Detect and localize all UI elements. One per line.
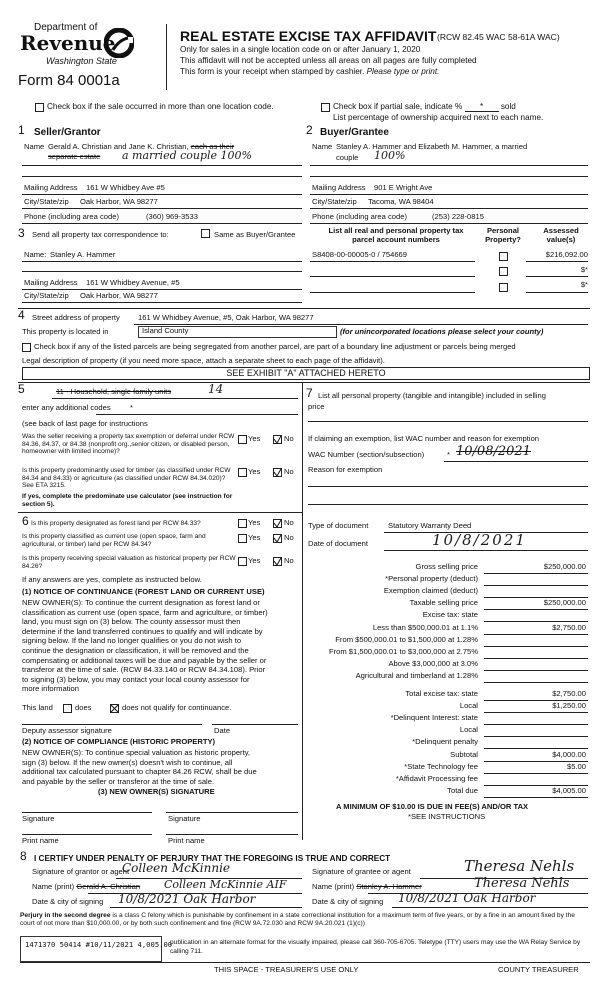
buyer-mailing-label: Mailing Address bbox=[312, 183, 366, 192]
land-does-checkbox[interactable] bbox=[63, 704, 72, 713]
buyer-mailing-line bbox=[310, 194, 588, 195]
additional-codes-label: enter any additional codes bbox=[22, 403, 111, 412]
assessed-col-header: Assessed value(s) bbox=[543, 226, 579, 244]
parcel-row-1-line bbox=[310, 261, 475, 262]
calc-line-9 bbox=[484, 682, 588, 683]
grantee-name-handwritten[interactable]: Theresa Nehls bbox=[474, 876, 570, 891]
calc-label-10: Total excise tax: state bbox=[405, 689, 478, 698]
grantee-signature-label: Signature of grantee or agent bbox=[312, 867, 411, 876]
new-owner-signature-title: (3) NEW OWNER(S) SIGNATURE bbox=[98, 787, 215, 796]
land-qualify-label: This land bbox=[22, 703, 53, 712]
same-as-buyer-checkbox[interactable] bbox=[201, 229, 210, 238]
calc-label-6: From $500,000.01 to $1,500,000 at 1.28% bbox=[335, 634, 478, 644]
treasurer-receipt-stamp: 1471370 50414 #10/11/2021 4,005.00 bbox=[20, 936, 162, 962]
header-divider bbox=[166, 24, 167, 90]
grantee-name-label: Name (print) Stanley A. Hammer bbox=[312, 882, 422, 891]
buyer-city-value[interactable]: Tacoma, WA 98404 bbox=[368, 197, 434, 206]
buyer-phone-line bbox=[310, 223, 588, 224]
q-current-use-no-checkbox[interactable] bbox=[273, 534, 282, 543]
q-historic-no-checkbox[interactable] bbox=[273, 557, 282, 566]
buyer-name-line-2 bbox=[310, 176, 588, 177]
calc-label-2: Exemption claimed (deduct) bbox=[383, 586, 478, 596]
grantor-signature[interactable]: Colleen McKinnie bbox=[122, 861, 231, 875]
calc-label-12: *Delinquent Interest: state bbox=[390, 713, 478, 723]
q-exemption-yes-label: Yes bbox=[248, 434, 261, 443]
correspondence-mailing-label: Mailing Address bbox=[24, 278, 78, 287]
q-historic: Is this property receiving special valuation as historical property per RCW 84.26? bbox=[22, 555, 236, 570]
q-exemption-yes-checkbox[interactable] bbox=[238, 435, 247, 444]
county-select[interactable]: Island County bbox=[138, 326, 337, 338]
personal-col-header: Personal Property? bbox=[485, 226, 521, 244]
q-current-use-no-label: No bbox=[284, 533, 294, 542]
deputy-signature-line bbox=[22, 724, 202, 725]
revenue-logo-icon bbox=[104, 28, 134, 58]
parcel-row-1-value-line bbox=[526, 261, 588, 262]
segregated-checkbox[interactable] bbox=[22, 343, 31, 352]
uninc-note: (for unincorporated locations please select your county) bbox=[340, 327, 544, 336]
q-historic-yes-label: Yes bbox=[248, 556, 261, 565]
correspondence-name-label: Name: bbox=[24, 250, 47, 259]
correspondence-city-label: City/State/zip bbox=[24, 291, 69, 300]
land-does-label: does bbox=[75, 703, 92, 712]
reason-label: Reason for exemption bbox=[308, 465, 383, 474]
calc-label-4: Excise tax: state bbox=[422, 610, 478, 620]
calc-line-7 bbox=[484, 658, 588, 659]
q-exemption: Was the seller receiving a property tax exemption or deferral under RCW 84.36, 84.37, or 84.38 (nonprofit org.,senior citizen, or disabled person, homeowner with limited income)? bbox=[22, 433, 235, 456]
correspondence-city-value[interactable]: Oak Harbor, WA 98277 bbox=[80, 291, 158, 300]
section-7-number: 7 bbox=[306, 386, 313, 400]
street-value[interactable]: 161 W Whidbey Avenue, #5, Oak Harbor, WA 98277 bbox=[138, 313, 314, 322]
calc-line-5 bbox=[484, 634, 588, 635]
buyer-city-line bbox=[310, 208, 588, 209]
legal-label: Legal description of property (if you need more space, attach a separate sheet to each page of the affidavit). bbox=[22, 356, 385, 365]
section-5-top-rule bbox=[18, 382, 590, 383]
seller-city-label: City/State/zip bbox=[24, 197, 69, 206]
partial-sale-note: List percentage of ownership acquired next to each name. bbox=[333, 113, 544, 122]
land-does-not-label: does not qualify for continuance. bbox=[122, 703, 232, 712]
seller-phone-value[interactable]: (360) 969-3533 bbox=[146, 212, 198, 221]
doc-type-value[interactable]: Statutory Warranty Deed bbox=[388, 521, 472, 530]
notice-compliance-title: (2) NOTICE OF COMPLIANCE (HISTORIC PROPERTY) bbox=[22, 737, 216, 746]
calc-label-5: Less than $500,000.01 at 1.1% bbox=[372, 622, 478, 632]
q-forest-no-checkbox[interactable] bbox=[273, 519, 282, 528]
minimum-due-note: A MINIMUM OF $10.00 IS DUE IN FEE(S) AND/OR TAX bbox=[336, 802, 529, 811]
section-6-number: 6 bbox=[22, 514, 29, 528]
street-label: Street address of property bbox=[32, 313, 120, 322]
q-timber-no-label: No bbox=[284, 467, 294, 476]
grantor-date-label: Date & city of signing bbox=[32, 897, 104, 906]
buyer-name-label: Name bbox=[312, 142, 333, 151]
wac-value[interactable]: * bbox=[447, 450, 450, 459]
grantor-date-handwritten[interactable]: 10/8/2021 Oak Harbor bbox=[118, 892, 256, 906]
calc-line-0 bbox=[484, 573, 588, 574]
land-does-not-checkbox[interactable] bbox=[110, 704, 119, 713]
calc-label-9: Agricultural and timberland at 1.28% bbox=[355, 670, 478, 680]
section-3-label: Send all property tax correspondence to: bbox=[32, 230, 169, 239]
parcel-col-header: List all real and personal property tax parcel account numbers bbox=[328, 226, 464, 244]
calc-value-5[interactable]: $2,750.00 bbox=[552, 622, 586, 632]
seller-name-line bbox=[22, 165, 302, 166]
wac-label: WAC Number (section/subsection) bbox=[308, 450, 425, 459]
parcel-row-2-value-line bbox=[526, 276, 588, 277]
treasurer-rule bbox=[20, 962, 590, 963]
q-exemption-no-checkbox[interactable] bbox=[273, 435, 282, 444]
section-2-number: 2 bbox=[306, 123, 313, 137]
section-4-number: 4 bbox=[18, 308, 25, 322]
see-instructions: *SEE INSTRUCTIONS bbox=[408, 812, 486, 821]
calc-label-16: *State Technology fee bbox=[404, 761, 478, 771]
form-number: Form 84 0001a bbox=[18, 72, 120, 89]
grantee-date-handwritten[interactable]: 10/8/2021 Oak Harbor bbox=[398, 891, 536, 905]
grantee-date-label: Date & city of signing bbox=[312, 897, 384, 906]
any-yes-note: If any answers are yes, complete as instructed below. bbox=[22, 575, 202, 584]
personal-property-label-2: price bbox=[308, 402, 325, 411]
parcel-row-1-number[interactable]: S8408-00-00005-0 / 754669 bbox=[312, 250, 407, 259]
land-use-code-line bbox=[52, 398, 298, 399]
seller-name-strike: separate estate bbox=[48, 152, 101, 161]
buyer-name-handwritten: 100% bbox=[374, 149, 406, 162]
q-timber-note: If yes, complete the predominate use calculator (see instruction for section 5). bbox=[22, 493, 233, 508]
calc-label-8: Above $3,000,000 at 3.0% bbox=[388, 658, 478, 668]
q-timber-yes-label: Yes bbox=[248, 467, 261, 476]
deputy-date-label: Date bbox=[214, 726, 231, 735]
section-1-number: 1 bbox=[18, 123, 25, 137]
seller-mailing-label: Mailing Address bbox=[24, 183, 78, 192]
land-use-code-strike: 11 - Household, single family units bbox=[56, 387, 172, 396]
owner-printname-label-2: Print name bbox=[168, 836, 205, 845]
parcel-row-2-personal-checkbox[interactable] bbox=[499, 267, 508, 276]
correspondence-mailing-line bbox=[22, 289, 302, 290]
seller-name-label: Name bbox=[24, 142, 45, 151]
calc-label-17: *Affidavit Processing fee bbox=[395, 773, 478, 783]
form-rcw: (RCW 82.45 WAC 58-61A WAC) bbox=[437, 32, 560, 42]
parcel-row-3-value-line bbox=[526, 292, 588, 293]
calc-line-3 bbox=[484, 609, 588, 610]
doc-type-label: Type of document bbox=[308, 521, 369, 530]
calc-label-3: Taxable selling price bbox=[409, 598, 478, 608]
segregated-label: Check box if any of the listed parcels are being segregated from another parcel, are part of a boundary line adjustment or parcels being merged bbox=[34, 342, 516, 351]
exemption-question: If claiming an exemption, list WAC number and reason for exemption bbox=[308, 434, 540, 443]
buyer-name-value-2[interactable]: couple bbox=[336, 153, 359, 162]
calc-label-11: Local bbox=[459, 701, 478, 711]
header-line-3: This form is your receipt when stamped by cashier. Please type or print. bbox=[180, 67, 440, 76]
parcel-row-2-value[interactable]: $* bbox=[580, 265, 588, 274]
q-forest: Is this property designated as forest land per RCW 84.33? bbox=[31, 520, 201, 527]
seller-city-value[interactable]: Oak Harbor, WA 98277 bbox=[80, 197, 158, 206]
street-line bbox=[134, 324, 588, 325]
parcel-row-3-line bbox=[310, 292, 475, 293]
state-label: Washington State bbox=[46, 56, 117, 66]
buyer-name-line bbox=[310, 165, 588, 166]
owner-printname-line-1 bbox=[22, 834, 152, 835]
calc-line-1 bbox=[484, 585, 588, 586]
partial-sale-label: Check box if partial sale, indicate % * sold bbox=[333, 102, 516, 111]
seller-city-line bbox=[22, 208, 302, 209]
correspondence-line-2 bbox=[22, 271, 302, 272]
multi-location-checkbox[interactable] bbox=[35, 103, 44, 112]
see-back-note: (see back of last page for instructions bbox=[22, 419, 148, 428]
calc-value-0[interactable]: $250,000.00 bbox=[543, 562, 586, 571]
seller-name-line-2 bbox=[22, 176, 302, 177]
treasurer-use-label: THIS SPACE - TREASURER'S USE ONLY bbox=[214, 965, 359, 974]
q-historic-yes-checkbox[interactable] bbox=[238, 557, 247, 566]
personal-property-line bbox=[308, 421, 588, 422]
reason-line-1 bbox=[308, 486, 588, 487]
doc-date-line bbox=[384, 550, 588, 551]
calc-line-6 bbox=[484, 646, 588, 647]
calc-line-12 bbox=[484, 724, 588, 725]
owner-signature-label-2: Signature bbox=[168, 814, 201, 823]
buyer-phone-label: Phone (including area code) bbox=[312, 212, 407, 221]
calc-value-18[interactable]: $4,005.00 bbox=[552, 785, 586, 795]
owner-signature-line-1 bbox=[22, 812, 152, 813]
parcel-row-3-personal-checkbox[interactable] bbox=[499, 283, 508, 292]
form-title: REAL ESTATE EXCISE TAX AFFIDAVIT bbox=[180, 28, 437, 44]
grantee-date-line bbox=[392, 907, 588, 908]
same-as-buyer-label: Same as Buyer/Grantee bbox=[214, 230, 296, 239]
calc-value-15[interactable]: $4,000.00 bbox=[552, 749, 586, 759]
grantor-name-label: Name (print) Gerald A. Christian bbox=[32, 882, 141, 891]
calc-label-18: Total due bbox=[447, 785, 478, 795]
calc-line-8 bbox=[484, 670, 588, 671]
q-historic-no-label: No bbox=[284, 556, 294, 565]
correspondence-city-line bbox=[22, 302, 302, 303]
perjury-notice: Perjury in the second degree is a class C felony which is punishable by confinement in a state correctional institution for a maximum term of five years, or by a fine in an amount fixed by the court of not more than $10,000.00, or by both such confinement and fine (RCW 9A.72.030 and RCW 9A.20.021 (1)(c)) bbox=[20, 912, 575, 928]
reason-line-2 bbox=[308, 504, 588, 505]
q-current-use-yes-label: Yes bbox=[248, 533, 261, 542]
legal-description[interactable]: SEE EXHIBIT "A" ATTACHED HERETO bbox=[22, 367, 590, 380]
grantee-signature[interactable]: Theresa Nehls bbox=[464, 857, 575, 875]
additional-codes-line bbox=[96, 414, 298, 415]
section-6-top-rule bbox=[18, 512, 302, 513]
q-exemption-no-label: No bbox=[284, 434, 294, 443]
personal-property-label: List all personal property (tangible and intangible) included in selling bbox=[318, 391, 546, 400]
calc-label-13: Local bbox=[459, 725, 478, 735]
calc-value-10[interactable]: $2,750.00 bbox=[552, 689, 586, 698]
parcel-row-3-value[interactable]: $* bbox=[580, 280, 588, 289]
correspondence-mailing-value[interactable]: 161 W Whidbey Avenue, #5 bbox=[86, 278, 180, 287]
seller-phone-label: Phone (including area code) bbox=[24, 212, 119, 221]
parcel-row-2-line bbox=[310, 276, 475, 277]
grantor-date-line bbox=[110, 907, 302, 908]
seller-name-value[interactable]: Gerald A. Christian and Jane K. Christian, each as their bbox=[48, 142, 235, 151]
seller-name-handwritten: a married couple 100% bbox=[122, 149, 253, 162]
calc-label-0: Gross selling price bbox=[415, 562, 478, 571]
header-line-2: This affidavit will not be accepted unless all areas on all pages are fully completed bbox=[180, 56, 477, 65]
owner-signature-label-1: Signature bbox=[22, 814, 55, 823]
q-timber-no-checkbox[interactable] bbox=[273, 468, 282, 477]
notice-continuance-title: (1) NOTICE OF CONTINUANCE (FOREST LAND OR CURRENT USE) bbox=[22, 587, 265, 596]
additional-codes-value[interactable]: * bbox=[130, 403, 133, 412]
buyer-phone-value[interactable]: (253) 228-0815 bbox=[432, 212, 484, 221]
partial-sale-checkbox[interactable] bbox=[321, 103, 330, 112]
grantor-name-handwritten[interactable]: Colleen McKinnie AIF bbox=[164, 878, 287, 891]
buyer-heading: Buyer/Grantee bbox=[320, 127, 389, 138]
certify-statement: I CERTIFY UNDER PENALTY OF PERJURY THAT THE FOREGOING IS TRUE AND CORRECT bbox=[34, 854, 391, 863]
wac-handwritten: 10/08/2021 bbox=[456, 444, 531, 459]
deputy-signature-label: Deputy assessor signature bbox=[22, 726, 112, 735]
owner-signature-line-2 bbox=[166, 812, 298, 813]
calc-value-16[interactable]: $5.00 bbox=[566, 761, 586, 771]
q-current-use-yes-checkbox[interactable] bbox=[238, 534, 247, 543]
calc-line-18 bbox=[484, 797, 588, 798]
notice-continuance-body: NEW OWNER(S): To continue the current designation as forest land or classification as current use (open space, farm and agriculture, or timber) land, you must sign on (3) below. The county assessor must then determine if the land transferred continues to qualify and will indicate by signing below. If the land no longer qualifies or you do not wish to continue the designation or classification, it will be removed and the compensating or additional taxes will be due and payable by the seller or transferor at the time of sale. (RCW 84.33.140 or RCW 84.34.108). Prior to signing (3) below, you may contact your local county assessor for more information bbox=[22, 598, 268, 694]
calc-label-15: Subtotal bbox=[450, 749, 478, 759]
q-timber-yes-checkbox[interactable] bbox=[238, 468, 247, 477]
section-3-number: 3 bbox=[18, 226, 25, 240]
seller-mailing-line bbox=[22, 194, 302, 195]
section-8-number: 8 bbox=[20, 849, 27, 863]
calc-line-16 bbox=[484, 773, 588, 774]
calc-line-11 bbox=[484, 712, 588, 713]
multi-location-label: Check box if the sale occurred in more than one location code. bbox=[47, 102, 274, 111]
q-forest-yes-checkbox[interactable] bbox=[238, 519, 247, 528]
revenue-logo-text: Revenue bbox=[20, 31, 116, 55]
q-forest-no-label: No bbox=[284, 518, 294, 527]
wac-line bbox=[444, 461, 588, 462]
calc-line-13 bbox=[484, 736, 588, 737]
land-use-code-handwritten: 14 bbox=[208, 382, 224, 396]
county-treasurer-label: COUNTY TREASURER bbox=[498, 965, 579, 974]
q-current-use: Is this property classified as current use (open space, farm and agricultural, or timber) land per RCW 84.34? bbox=[22, 533, 206, 548]
correspondence-name-line bbox=[22, 261, 302, 262]
seller-mailing-value[interactable]: 161 W Whidbey Ave #5 bbox=[86, 183, 165, 192]
calc-label-1: *Personal property (deduct) bbox=[385, 574, 478, 584]
q-forest-yes-label: Yes bbox=[248, 518, 261, 527]
buyer-mailing-value[interactable]: 901 E Wright Ave bbox=[374, 183, 433, 192]
located-in-label: This property is located in bbox=[22, 327, 109, 336]
correspondence-name-value[interactable]: Stanley A. Hammer bbox=[50, 250, 116, 259]
alt-format-note: publication in an alternate format for the visually impaired, please call 360-705-6705. Teletype (TTY) users may use the WA Relay Service by calling 711. bbox=[170, 939, 581, 955]
calc-value-3[interactable]: $250,000.00 bbox=[543, 598, 586, 608]
calc-label-7: From $1,500,000.01 to $3,000,000 at 2.75% bbox=[328, 646, 478, 656]
grantor-signature-label: Signature of grantor or agent bbox=[32, 867, 130, 876]
dept-label: Department of bbox=[34, 22, 98, 33]
notice-compliance-body: NEW OWNER(S): To continue special valuation as historic property, sign (3) below. If the new owner(s) doesn't wish to continue, all additional tax calculated pursuant to chapter 84.26 RCW, shall be due and payable by the seller or transferor at the time of sale. bbox=[22, 748, 257, 786]
seller-heading: Seller/Grantor bbox=[34, 127, 101, 138]
deputy-date-line bbox=[212, 724, 298, 725]
doc-date-label: Date of document bbox=[308, 539, 368, 548]
buyer-city-label: City/State/zip bbox=[312, 197, 357, 206]
parcel-row-1-value[interactable]: $216,092.00 bbox=[545, 250, 588, 259]
section-4-top-rule bbox=[18, 308, 590, 309]
q-timber: Is this property predominantly used for timber (as classified under RCW 84.34 and 84.33) or agriculture (as classified under RCW 84.34.020)? See ETA 3215. bbox=[22, 467, 231, 490]
section-5-number: 5 bbox=[18, 382, 25, 396]
header-line-1: Only for sales in a single location code on or after January 1, 2020 bbox=[180, 45, 421, 54]
buyer-name-value[interactable]: Stanley A. Hammer and Elizabeth M. Hammer, a married bbox=[336, 142, 528, 151]
owner-printname-line-2 bbox=[166, 834, 298, 835]
calc-value-11[interactable]: $1,250.00 bbox=[552, 701, 586, 711]
doc-date-handwritten[interactable]: 10/8/2021 bbox=[432, 531, 527, 549]
parcel-row-1-personal-checkbox[interactable] bbox=[499, 252, 508, 261]
owner-printname-label-1: Print name bbox=[22, 836, 59, 845]
seller-phone-line bbox=[22, 223, 302, 224]
calc-label-14: *Delinquent penalty bbox=[412, 737, 478, 747]
